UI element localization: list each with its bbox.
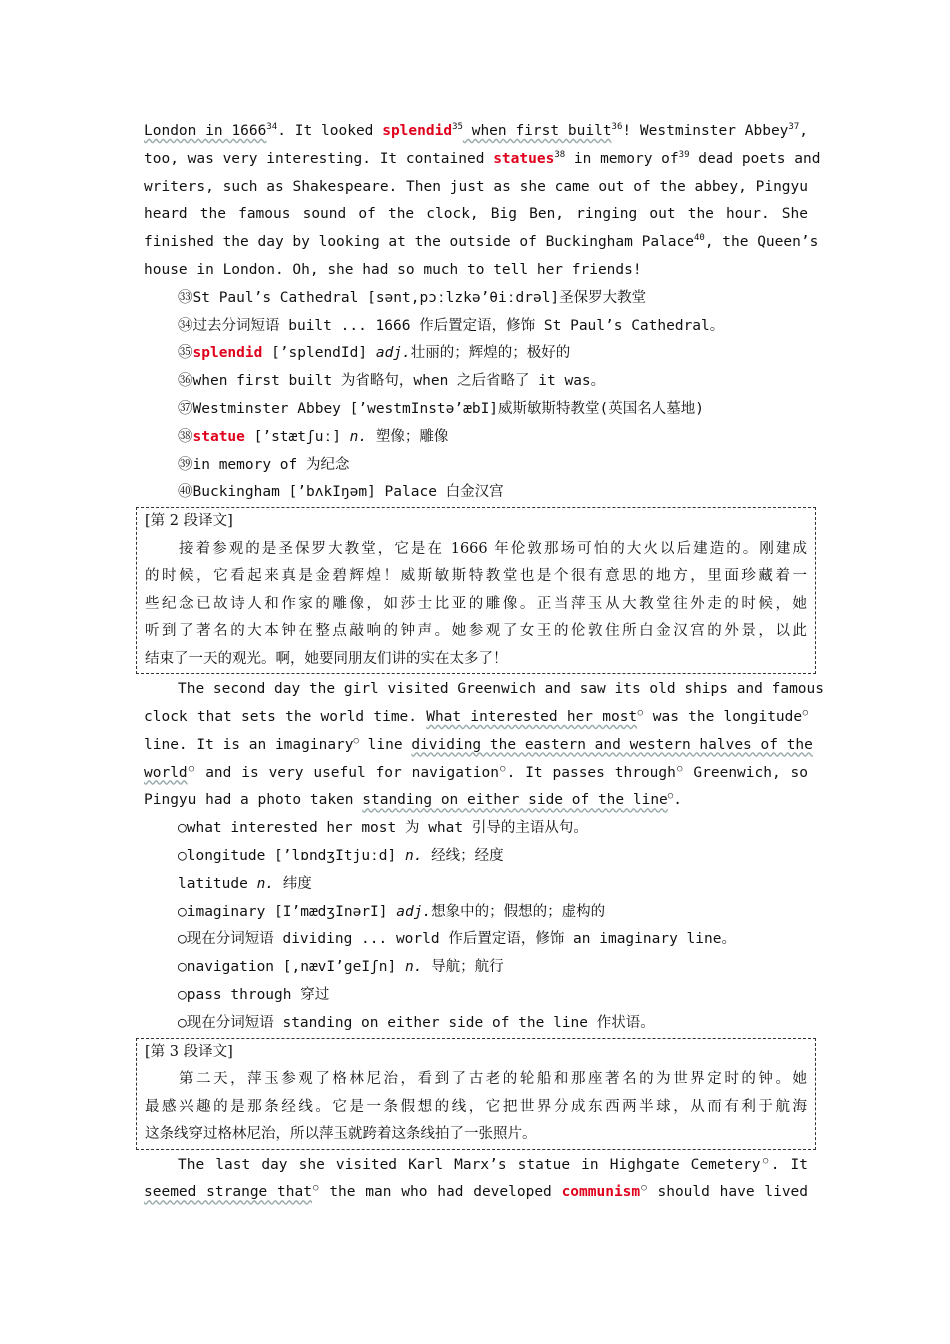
paragraph-1 [144,118,821,285]
gloss: 导航；航行 [422,959,504,976]
text-line [144,704,808,732]
vocab-word: statues [493,150,555,167]
document-page [144,118,825,1207]
vocab-word: splendid [382,123,453,139]
text-line [144,146,821,174]
note-text: Buckingham [’bʌkIŋəm] Palace 白金汉宫 [192,484,504,501]
translation-line: 这条线穿过格林尼治，所以萍玉就跨着这条线拍了一张照片。 [145,1126,537,1143]
text-run: , the Queen’s [704,234,819,251]
text-run: world [144,764,188,781]
note-item [144,479,808,507]
text-run: , [799,123,808,139]
translation-box [136,507,816,674]
text-line [144,760,808,788]
notes-list [144,285,808,507]
footnote-ref: ○ [802,708,809,719]
part-of-speech: n. [349,428,368,445]
note-number: ㊳ [178,428,193,445]
footnote-ref: 35 [452,122,463,133]
text-line [144,118,808,146]
note-marker: ○ [178,903,187,920]
text-line [144,1152,808,1180]
vocab-word: communism [561,1184,641,1201]
note-text: what interested her most 为 what 引导的主语从句。 [186,820,588,837]
note-item [144,313,808,341]
text-run: . It passes through [506,764,676,781]
translation-label: [第 3 段译文] [145,1043,233,1060]
text-line [144,732,813,760]
footnote-ref: ○ [667,791,674,802]
note-text: navigation [,nævI’geIʃn] [186,959,405,976]
note-item [144,982,808,1010]
note-number: ㉞ [178,317,193,334]
note-item [144,871,808,899]
text-run: line [358,736,412,753]
vocab-word: statue [192,428,245,445]
text-line: The second day the girl visited Greenwich and saw its old ships and famous [178,681,825,698]
text-line [144,787,808,815]
footnote-ref: 40 [693,233,705,244]
part-of-speech: n. [404,847,423,864]
footnote-ref: ○ [640,1183,648,1194]
note-item [144,424,808,452]
footnote-ref: ○ [498,763,507,774]
text-run: The last day she visited Karl Marx’s statue in Highgate Cemetery [178,1156,761,1173]
translation-line: 的时候，它看起来真是金碧辉煌！威斯敏斯特教堂也是个很有意思的地方，里面珍藏着一 [145,568,807,585]
text-line: writers, such as Shakespeare. Then just as she came out of the abbey, Pingyu [144,178,808,195]
note-item [144,954,808,982]
gloss: 塑像；雕像 [367,428,449,445]
part-of-speech: n. [404,959,423,976]
note-marker: ○ [178,847,187,864]
translation-line: 听到了著名的大本钟在整点敲响的钟声。她参观了女王的伦敦住所白金汉宫的外景，以此 [145,623,807,640]
text-run: and is very useful for navigation [195,764,499,781]
note-number: ㉟ [178,345,193,362]
translation-box [136,1038,816,1150]
text-run: standing on either side of the line [362,792,668,809]
note-item [144,1010,808,1038]
note-marker: ○ [178,959,187,976]
note-text: longitude [’lɒndʒItjuːd] [186,847,405,864]
part-of-speech: n. [256,875,275,892]
text-run: dead poets and [689,150,821,167]
footnote-ref: 36 [611,122,623,133]
notes-list [144,815,808,1037]
pronunciation: [’stætʃuː] [244,428,350,445]
translation-line: 接着参观的是圣保罗大教堂，它是在 1666 年伦敦那场可怕的大火以后建造的。刚建成 [179,540,807,557]
note-marker: ○ [178,1014,187,1031]
paragraph-3 [144,1152,808,1208]
footnote-ref: ○ [353,735,359,746]
text-run: ! Westminster Abbey [622,123,789,139]
text-run: Pingyu had a photo taken [144,792,363,809]
gloss: 经线；经度 [422,847,504,864]
note-marker: ○ [178,820,187,837]
text-run: finished the day by looking at the outside of Buckingham Palace [144,234,694,251]
footnote-ref: ○ [637,708,644,719]
footnote-ref: 38 [554,149,566,160]
vocab-word: splendid [192,345,263,362]
note-text: 现在分词短语 dividing ... world 作后置定语，修饰 an imaginary line。 [186,931,736,948]
text-line [144,229,819,257]
part-of-speech: adj. [375,345,411,362]
note-number: ㉝ [178,289,193,306]
note-text: imaginary [I’mædʒInərI] [186,903,397,920]
text-run: the man who had developed [319,1184,562,1201]
note-number: ㊴ [178,456,193,473]
gloss: 纬度 [274,875,312,892]
text-run: What interested her most [426,708,638,725]
note-text: Westminster Abbey [’westmInstə’æbI]威斯敏斯特教堂(英国名人墓地) [192,400,704,417]
note-item [144,926,808,954]
note-text: in memory of 为纪念 [192,456,350,473]
text-run: . It [770,1156,809,1173]
footnote-ref: 34 [266,122,278,133]
note-text: latitude [178,875,257,892]
note-marker: ○ [178,986,187,1003]
note-number: ㊵ [178,484,193,501]
text-run: . [673,792,682,809]
text-line [144,1179,808,1207]
text-run: was the longitude [643,708,803,725]
translation-line: 第二天，萍玉参观了格林尼治，看到了古老的轮船和那座著名的为世界定时的钟。她 [179,1071,807,1088]
text-run: should have lived [647,1184,809,1201]
footnote-ref: ○ [675,763,684,774]
text-run: seemed strange that [144,1184,312,1201]
footnote-ref: 37 [788,122,800,133]
note-text: 现在分词短语 standing on either side of the line 作状语。 [186,1014,655,1031]
note-number: ㊱ [178,373,193,390]
text-line: house in London. Oh, she had so much to tell her friends! [144,261,642,278]
note-marker: ○ [178,931,187,948]
text-run: clock that sets the world time. [144,708,427,725]
text-run: dividing the eastern and western halves of the [411,736,813,753]
footnote-ref: ○ [760,1155,771,1166]
note-item [144,285,808,313]
part-of-speech: adj. [396,903,432,920]
translation-line: 最感兴趣的是那条经线。它是一条假想的线，它把世界分成东西两半球，从而有利于航海 [145,1098,807,1115]
translation-line: 些纪念已故诗人和作家的雕像，如莎士比亚的雕像。正当萍玉从大教堂往外走的时候，她 [145,595,807,612]
note-text: St Paul’s Cathedral [sənt,pɔːlzkə’θiːdrəl]圣保罗大教堂 [192,289,647,306]
text-line: heard the famous sound of the clock, Big Ben, ringing out the hour. She [144,206,808,223]
translation-line: 结束了一天的观光。啊，她要同朋友们讲的实在太多了！ [145,650,508,667]
note-text: 过去分词短语 built ... 1666 作后置定语，修饰 St Paul’s Cathedral。 [192,317,725,334]
note-item [144,340,808,368]
pronunciation: [’splendId] [262,345,376,362]
footnote-ref: 39 [678,149,690,160]
gloss: 壮丽的；辉煌的；极好的 [410,345,571,362]
note-text: when first built 为省略句，when 之后省略了 it was。 [192,373,606,390]
text-run: line. It is an imaginary [144,736,354,753]
text-run: too, was very interesting. It contained [144,150,494,167]
footnote-ref: ○ [311,1183,320,1194]
text-run: London in 1666 [144,123,267,139]
note-text: pass through 穿过 [186,986,330,1003]
text-run: . It looked [277,123,383,139]
note-item [144,899,808,927]
note-number: ㊲ [178,400,193,417]
gloss: 想象中的；假想的；虚构的 [431,903,606,920]
note-item [144,368,808,396]
footnote-ref: ○ [187,763,196,774]
translation-label: [第 2 段译文] [145,513,233,530]
note-item [144,396,808,424]
text-run: when first built [462,123,612,139]
note-item [144,452,808,480]
paragraph-2 [144,676,825,815]
note-item [144,815,808,843]
note-item [144,843,808,871]
text-run: in memory of [565,150,679,167]
text-run: Greenwich, so [683,764,809,781]
